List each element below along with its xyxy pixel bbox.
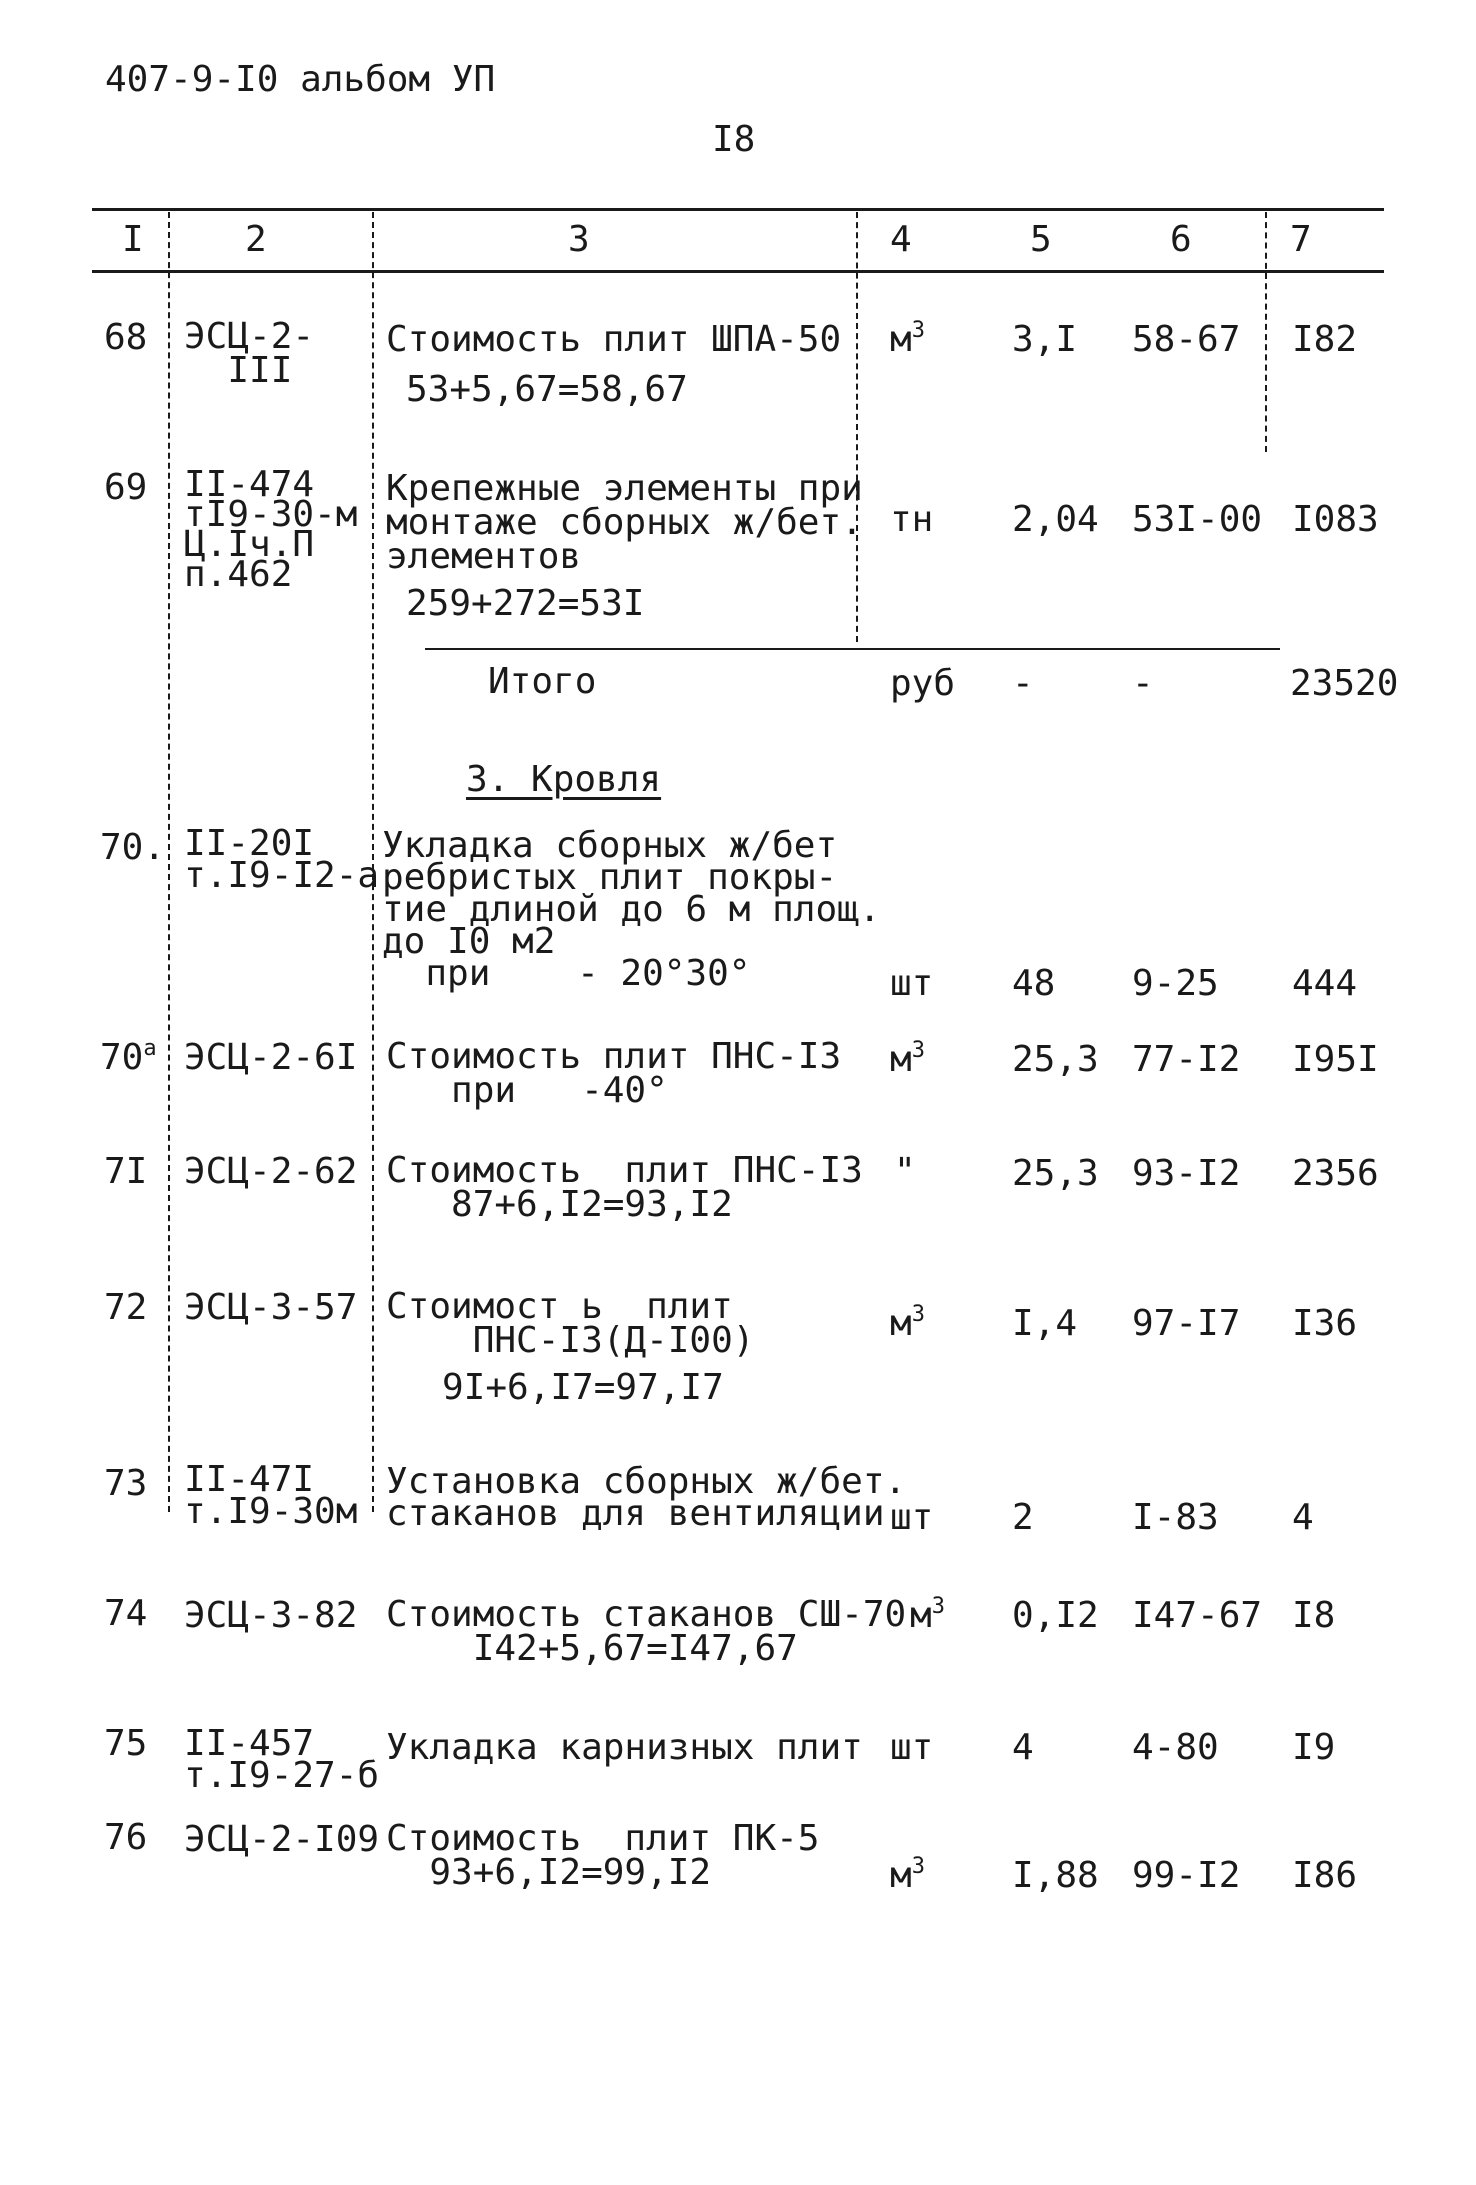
- row-unit-price: 4-80: [1132, 1727, 1219, 1768]
- row-description: Стоимость плит ШПА-50: [386, 319, 842, 360]
- row-description: Стоимость плит ПНС-I3 87+6,I2=93,I2: [386, 1150, 863, 1225]
- row-quantity: I,88: [1012, 1855, 1099, 1896]
- subtotal-total: 23520: [1290, 663, 1399, 704]
- col-header-5: 5: [1030, 219, 1052, 260]
- row-total: I95I: [1292, 1039, 1379, 1080]
- col-header-2: 2: [245, 219, 267, 260]
- row-unit: ": [894, 1151, 916, 1192]
- row-description: Укладка карнизных плит: [386, 1727, 863, 1768]
- row-code: II-20I т.I9-I2-а: [184, 823, 380, 896]
- row-code: II-474 тI9-30-м Ц.Iч.П п.462: [184, 464, 358, 595]
- row-unit-price: I-83: [1132, 1497, 1219, 1538]
- row-total: 444: [1292, 963, 1358, 1004]
- row-code: II-47I т.I9-30м: [184, 1459, 358, 1532]
- row-unit-price: 53I-00: [1132, 499, 1263, 540]
- row-calculation: 9I+6,I7=97,I7: [442, 1367, 724, 1408]
- row-number: 74: [104, 1593, 148, 1634]
- row-number: 76: [104, 1817, 148, 1858]
- row-description: Стоимость плит ПНС-I3 при -40°: [386, 1036, 842, 1111]
- row-calculation: 53+5,67=58,67: [406, 369, 688, 410]
- row-unit-price: 58-67: [1132, 319, 1241, 360]
- row-total: I8: [1292, 1595, 1336, 1636]
- row-unit: тн: [890, 499, 934, 540]
- subtotal-label: Итого: [488, 661, 597, 702]
- section-title: 3. Кровля: [466, 759, 662, 800]
- row-total: I36: [1292, 1303, 1358, 1344]
- row-unit: $м^3$: [890, 1854, 925, 1896]
- row-total: I86: [1292, 1855, 1358, 1896]
- row-quantity: 2,04: [1012, 499, 1099, 540]
- row-unit: шт: [890, 1497, 934, 1538]
- row-quantity: 25,3: [1012, 1153, 1099, 1194]
- row-unit-price: I47-67: [1132, 1595, 1263, 1636]
- row-number: 69: [104, 467, 148, 508]
- row-unit-price: 99-I2: [1132, 1855, 1241, 1896]
- table-top-rule: [92, 208, 1384, 211]
- column-separator: [856, 212, 860, 642]
- column-separator: [1265, 212, 1269, 452]
- row-quantity: 4: [1012, 1727, 1034, 1768]
- row-unit-price: 77-I2: [1132, 1039, 1241, 1080]
- row-unit: шт: [890, 1727, 934, 1768]
- row-unit: $м^3$: [890, 1302, 925, 1344]
- row-total: I82: [1292, 319, 1358, 360]
- row-description: Установка сборных ж/бет. стаканов для вентиляции: [386, 1461, 907, 1534]
- subtotal-rule: [425, 648, 1280, 650]
- row-description: Стоимость стаканов СШ-70 I42+5,67=I47,67: [386, 1594, 907, 1669]
- row-number: 73: [104, 1463, 148, 1504]
- row-description: Крепежные элементы при монтаже сборных ж/бет. элементов: [386, 468, 863, 577]
- row-number: 7I: [104, 1151, 148, 1192]
- row-unit: $м^3$: [890, 1038, 925, 1080]
- row-code: ЭСЦ-2-6I: [184, 1037, 358, 1078]
- column-separator: [168, 212, 172, 1512]
- row-quantity: 0,I2: [1012, 1595, 1099, 1636]
- subtotal-price: -: [1132, 663, 1154, 704]
- row-quantity: 25,3: [1012, 1039, 1099, 1080]
- row-number: 70.: [100, 827, 166, 868]
- subtotal-unit: руб: [890, 663, 956, 704]
- header-bottom-rule: [92, 270, 1384, 273]
- row-code: ЭСЦ-2-62: [184, 1151, 358, 1192]
- subtotal-quantity: -: [1012, 663, 1034, 704]
- row-unit: $м^3$: [910, 1594, 945, 1636]
- row-code: ЭСЦ-2-I09: [184, 1819, 380, 1860]
- col-header-7: 7: [1290, 219, 1312, 260]
- col-header-1: I: [122, 219, 144, 260]
- document-code: 407-9-I0 альбом УП: [105, 59, 496, 100]
- row-calculation: 259+272=53I: [406, 583, 645, 624]
- col-header-4: 4: [890, 219, 912, 260]
- row-number: 68: [104, 317, 148, 358]
- col-header-6: 6: [1170, 219, 1192, 260]
- row-description: Стоимост ь плит ПНС-I3(Д-I00): [386, 1286, 755, 1361]
- row-code: ЭСЦ-3-82: [184, 1595, 358, 1636]
- row-unit-price: 93-I2: [1132, 1153, 1241, 1194]
- row-number: $70^а$: [100, 1036, 157, 1078]
- row-number: 75: [104, 1723, 148, 1764]
- row-unit: шт: [890, 963, 934, 1004]
- row-quantity: 3,I: [1012, 319, 1078, 360]
- row-total: 4: [1292, 1497, 1314, 1538]
- row-unit-price: 97-I7: [1132, 1303, 1241, 1344]
- row-number: 72: [104, 1287, 148, 1328]
- col-header-3: 3: [568, 219, 590, 260]
- row-quantity: 48: [1012, 963, 1056, 1004]
- row-description: Стоимость плит ПК-5 93+6,I2=99,I2: [386, 1818, 820, 1893]
- page-number: I8: [712, 119, 756, 160]
- row-unit: $м^3$: [890, 318, 925, 360]
- row-code: II-457 т.I9-27-б: [184, 1723, 380, 1796]
- row-total: 2356: [1292, 1153, 1379, 1194]
- row-quantity: I,4: [1012, 1303, 1078, 1344]
- row-code: ЭСЦ-2- III: [184, 316, 315, 391]
- row-total: I083: [1292, 499, 1379, 540]
- row-unit-price: 9-25: [1132, 963, 1219, 1004]
- row-code: ЭСЦ-3-57: [184, 1287, 358, 1328]
- row-description: Укладка сборных ж/бет ребристых плит покры- тие длиной до 6 м площ. до I0 м2 при - 20°30°: [382, 825, 881, 994]
- row-quantity: 2: [1012, 1497, 1034, 1538]
- row-total: I9: [1292, 1727, 1336, 1768]
